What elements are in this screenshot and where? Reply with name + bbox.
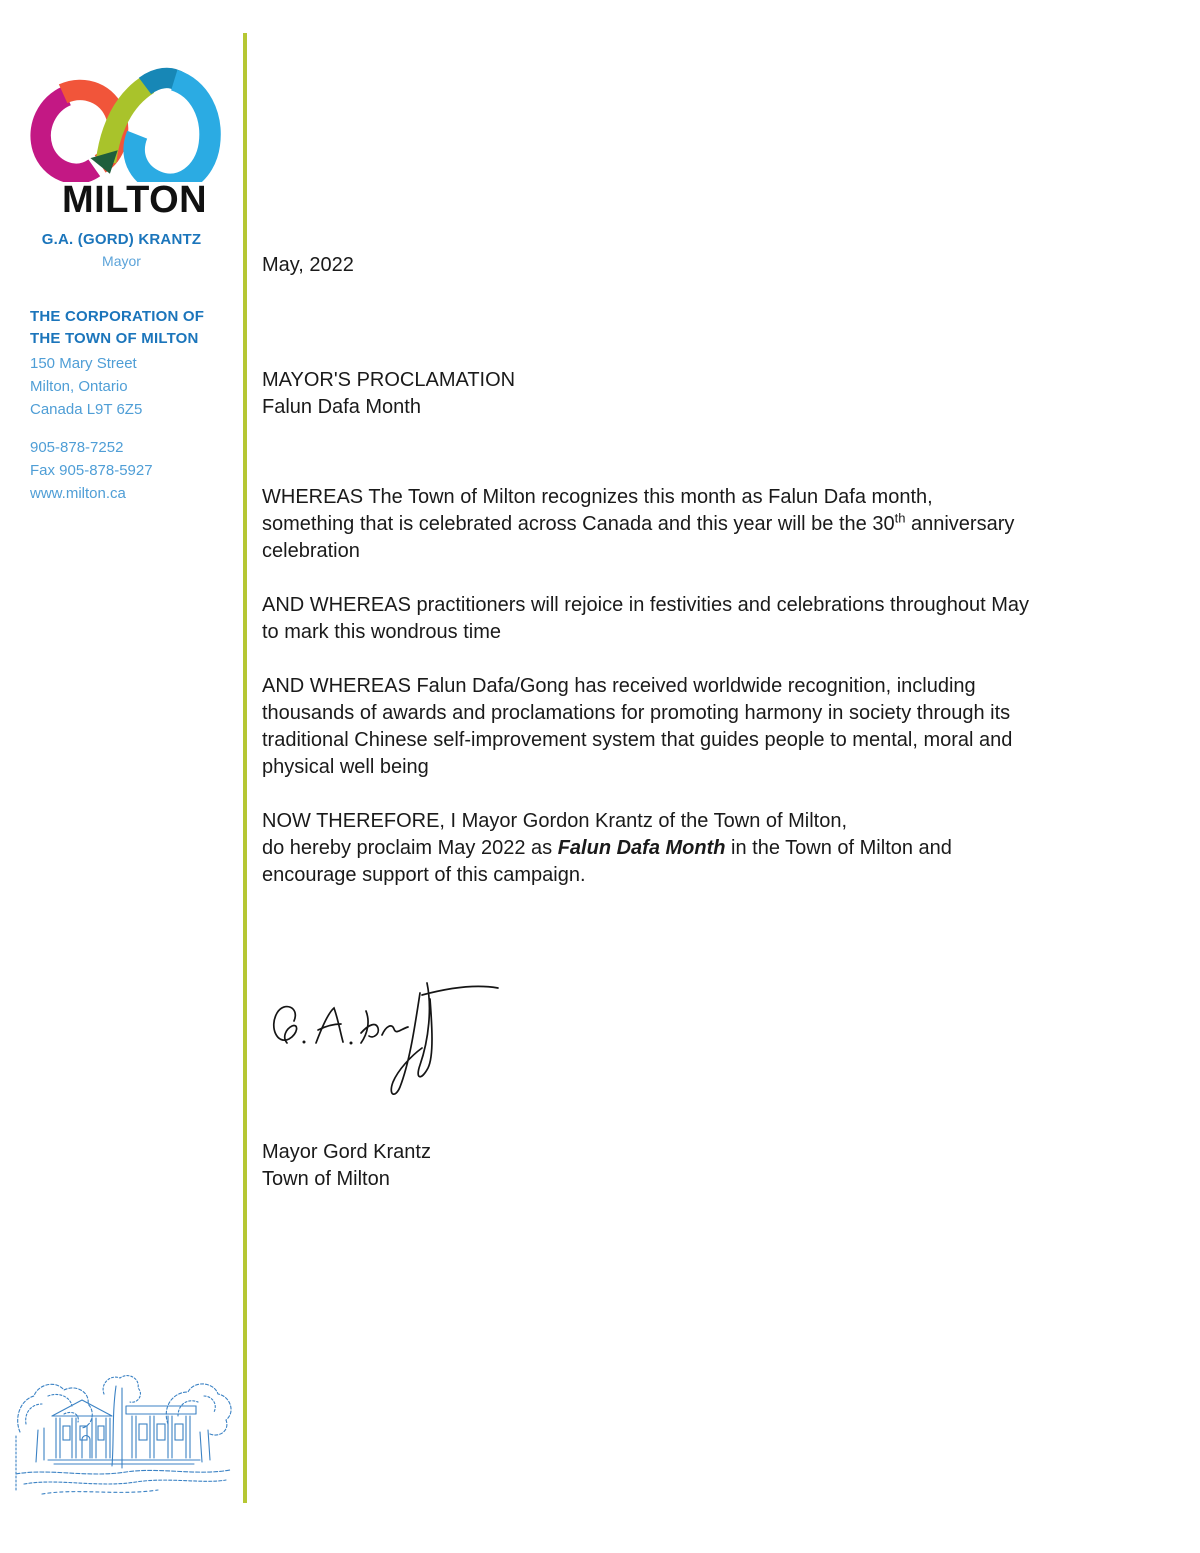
text-segment: thousands of awards and proclamations for promoting harmony in society through its — [262, 702, 1011, 724]
paragraph-line — [262, 511, 1182, 538]
paragraph-line — [262, 619, 1182, 646]
address-city: Milton, Ontario — [30, 378, 128, 395]
text-segment: NOW THEREFORE, I Mayor Gordon Krantz of the Town of Milton, — [262, 810, 848, 832]
letter-main-column — [262, 0, 1182, 1193]
corporation-line-1: THE CORPORATION OF — [30, 308, 205, 325]
paragraph — [262, 592, 1182, 646]
address-street: 150 Mary Street — [30, 355, 137, 372]
signoff-block — [262, 1139, 1182, 1193]
signature-image — [262, 965, 1182, 1113]
text-segment: do hereby proclaim May 2022 as — [262, 837, 558, 859]
paragraph-line — [262, 592, 1182, 619]
text-segment: in the Town of Milton and — [725, 837, 952, 859]
town-hall-sketch — [8, 1370, 240, 1510]
milton-logo-block — [28, 64, 228, 222]
paragraph-line — [262, 673, 1182, 700]
signoff-org: Town of Milton — [262, 1168, 390, 1190]
paragraph-line — [262, 754, 1182, 781]
letter-title-line-2: Falun Dafa Month — [262, 396, 421, 418]
corporation-address-block — [30, 306, 235, 421]
letter-date: May, 2022 — [262, 254, 354, 276]
mayor-title: Mayor — [102, 253, 141, 269]
text-segment: AND WHEREAS practitioners will rejoice in festivities and celebrations throughout May — [262, 594, 1029, 616]
fax-number: Fax 905-878-5927 — [30, 462, 153, 479]
paragraph-line — [262, 835, 1182, 862]
signoff-name: Mayor Gord Krantz — [262, 1141, 431, 1163]
paragraph-line — [262, 862, 1182, 889]
paragraph-line — [262, 727, 1182, 754]
text-segment: to mark this wondrous time — [262, 621, 501, 643]
text-segment: physical well being — [262, 756, 429, 778]
text-segment: anniversary — [905, 513, 1015, 535]
text-segment: traditional Chinese self-improvement system that guides people to mental, moral and — [262, 729, 1013, 751]
website-url: www.milton.ca — [30, 485, 126, 502]
corporation-line-2: THE TOWN OF MILTON — [30, 330, 199, 347]
letter-paragraphs — [262, 484, 1182, 889]
text-segment: Falun Dafa Month — [557, 837, 726, 859]
paragraph-line — [262, 808, 1182, 835]
address-postal: Canada L9T 6Z5 — [30, 401, 143, 418]
letter-title-block — [262, 367, 1182, 421]
paragraph — [262, 484, 1182, 565]
text-segment: encourage support of this campaign. — [262, 864, 586, 886]
vertical-divider — [243, 33, 247, 1503]
phone-number: 905-878-7252 — [30, 439, 124, 456]
contact-block — [30, 436, 235, 505]
paragraph — [262, 673, 1182, 781]
paragraph-line — [262, 538, 1182, 565]
text-segment: something that is celebrated across Canada and this year will be the 30 — [262, 513, 895, 535]
text-segment: celebration — [262, 540, 360, 562]
milton-wordmark: MILTON — [62, 179, 208, 221]
mayor-name-block — [0, 231, 243, 269]
mayor-name: G.A. (GORD) KRANTZ — [41, 231, 202, 248]
text-segment: AND WHEREAS Falun Dafa/Gong has received worldwide recognition, including — [262, 675, 976, 697]
paragraph — [262, 808, 1182, 889]
paragraph-line — [262, 484, 1182, 511]
paragraph-line — [262, 700, 1182, 727]
letter-title-line-1: MAYOR'S PROCLAMATION — [262, 369, 516, 391]
text-segment: WHEREAS The Town of Milton recognizes this month as Falun Dafa month, — [262, 486, 933, 508]
text-segment: th — [894, 510, 906, 526]
